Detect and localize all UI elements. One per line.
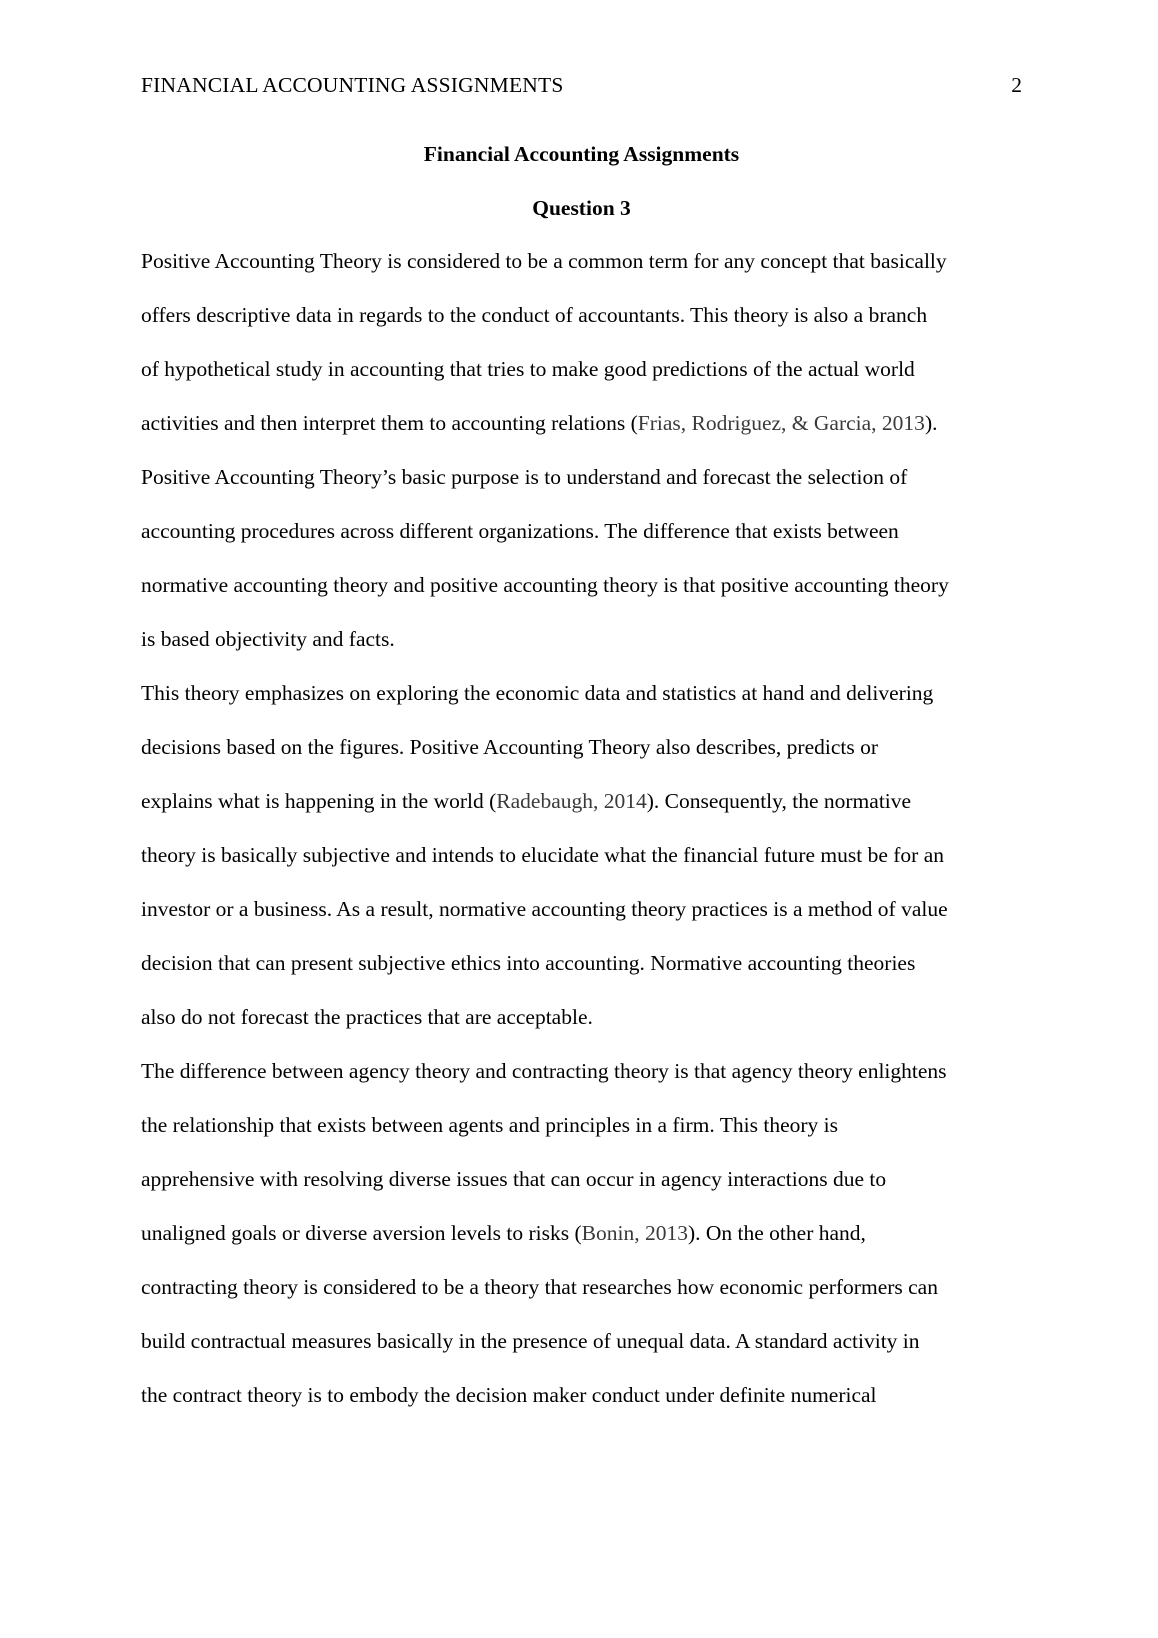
text-line — [141, 300, 1031, 354]
body-text — [141, 246, 1031, 1434]
text-line — [141, 462, 1031, 516]
citation: Radebaugh, 2014 — [496, 789, 647, 813]
text-line — [141, 894, 1031, 948]
text-line — [141, 624, 1031, 678]
text-line — [141, 1002, 1031, 1056]
text-line — [141, 1218, 1031, 1272]
text-line — [141, 840, 1031, 894]
text-line — [141, 570, 1031, 624]
text-segment: accounting procedures across different organizations. The difference that exists between — [141, 519, 899, 543]
text-line — [141, 948, 1031, 1002]
text-line — [141, 1380, 1031, 1434]
text-line — [141, 516, 1031, 570]
citation: Frias, Rodriguez, & Garcia, 2013 — [637, 411, 925, 435]
document-title: Financial Accounting Assignments — [423, 142, 740, 166]
text-segment: normative accounting theory and positive accounting theory is that positive accounting theory — [141, 573, 949, 597]
text-segment: the relationship that exists between agents and principles in a firm. This theory is — [141, 1113, 838, 1137]
section-heading: Question 3 — [532, 196, 631, 220]
running-header — [141, 70, 1022, 100]
text-segment: theory is basically subjective and intends to elucidate what the financial future must be for an — [141, 843, 945, 867]
text-segment: the contract theory is to embody the decision maker conduct under definite numerical — [141, 1383, 877, 1407]
text-segment: unaligned goals or diverse aversion levels to risks ( — [141, 1221, 582, 1245]
text-segment: decisions based on the figures. Positive Accounting Theory also describes, predicts or — [141, 735, 879, 759]
text-segment: This theory emphasizes on exploring the economic data and statistics at hand and delivering — [141, 681, 934, 705]
text-line — [141, 1326, 1031, 1380]
citation: Bonin, 2013 — [581, 1221, 688, 1245]
text-line — [141, 354, 1031, 408]
text-segment: ). On the other hand, — [687, 1221, 866, 1245]
page-number: 2 — [1011, 73, 1022, 97]
text-segment: ). — [924, 411, 938, 435]
text-segment: activities and then interpret them to accounting relations ( — [141, 411, 638, 435]
text-line — [141, 408, 1031, 462]
text-segment: is based objectivity and facts. — [141, 627, 395, 651]
running-head-title: FINANCIAL ACCOUNTING ASSIGNMENTS — [141, 73, 564, 97]
text-segment: investor or a business. As a result, normative accounting theory practices is a method of value — [141, 897, 948, 921]
text-segment: of hypothetical study in accounting that tries to make good predictions of the actual world — [141, 357, 915, 381]
text-segment: contracting theory is considered to be a theory that researches how economic performers can — [141, 1275, 938, 1299]
text-line — [141, 246, 1031, 300]
text-segment: build contractual measures basically in the presence of unequal data. A standard activity in — [141, 1329, 920, 1353]
text-segment: offers descriptive data in regards to the conduct of accountants. This theory is also a branch — [141, 303, 928, 327]
text-segment: The difference between agency theory and contracting theory is that agency theory enlightens — [141, 1059, 947, 1083]
text-line — [141, 678, 1031, 732]
text-segment: apprehensive with resolving diverse issues that can occur in agency interactions due to — [141, 1167, 887, 1191]
text-segment: explains what is happening in the world ( — [141, 789, 497, 813]
text-line — [141, 732, 1031, 786]
text-segment: also do not forecast the practices that are acceptable. — [141, 1005, 593, 1029]
text-segment: Positive Accounting Theory is considered to be a common term for any concept that basically — [141, 249, 947, 273]
text-segment: decision that can present subjective ethics into accounting. Normative accounting theories — [141, 951, 916, 975]
text-segment: Positive Accounting Theory’s basic purpose is to understand and forecast the selection of — [141, 465, 908, 489]
text-line — [141, 1164, 1031, 1218]
text-line — [141, 1272, 1031, 1326]
text-line — [141, 786, 1031, 840]
text-segment: ). Consequently, the normative — [646, 789, 912, 813]
text-line — [141, 1110, 1031, 1164]
text-line — [141, 1056, 1031, 1110]
